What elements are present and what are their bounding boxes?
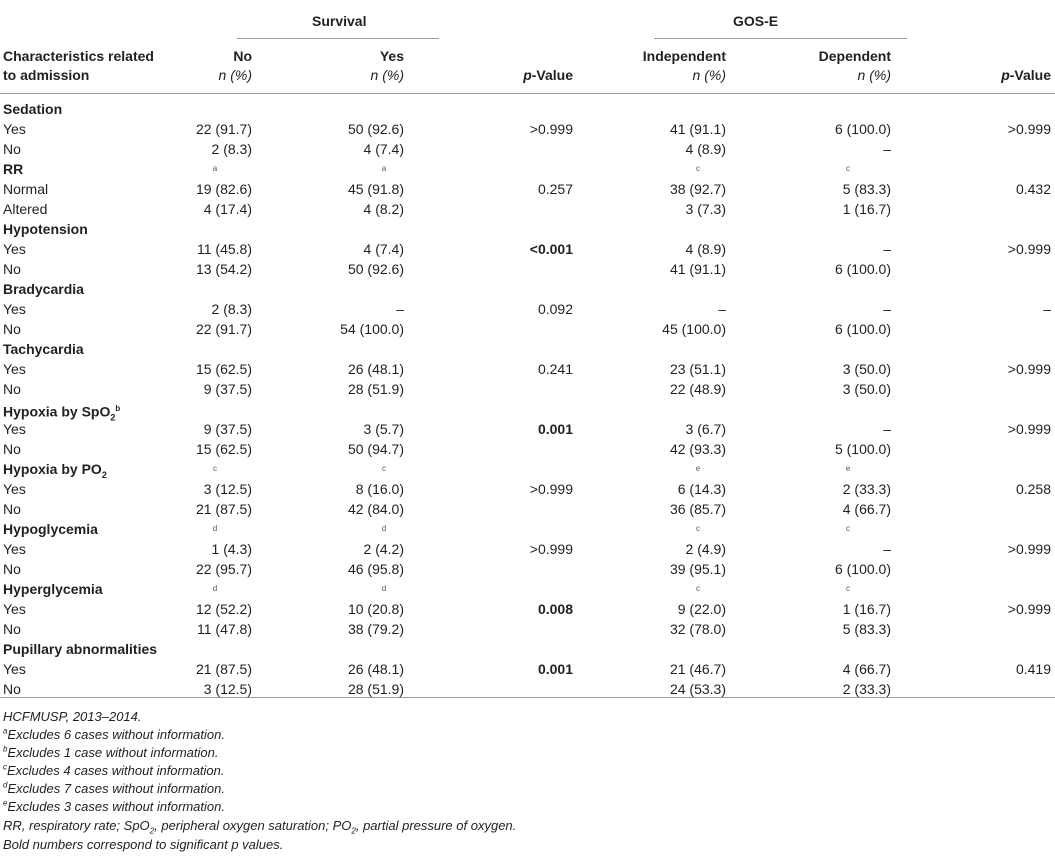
cell-no: 3 (12.5) [203,481,252,497]
cell-ind: – [718,301,726,317]
row-label: Yes [3,241,26,257]
cell-p2: >0.999 [1007,541,1051,557]
cell-yes: 2 (4.2) [363,541,404,557]
row-label: Yes [3,361,26,377]
cell-p2: >0.999 [1007,601,1051,617]
survival-group-header: Survival [312,13,367,29]
cell-dep: 6 (100.0) [834,261,891,277]
cell-yes: 28 (51.9) [347,381,404,397]
cell-dep: 2 (33.3) [842,481,891,497]
section-header: Hyperglycemia [3,581,103,597]
cell-no: 9 (37.5) [203,381,252,397]
cell-ind: 3 (7.3) [685,201,726,217]
cell-dep: 4 (66.7) [842,501,891,517]
cell-yes: 3 (5.7) [363,421,404,437]
cell-ind: 24 (53.3) [669,681,726,697]
row-label: No [3,681,21,697]
cell-ind: 4 (8.9) [685,141,726,157]
table-bottom-rule [0,697,1055,698]
cell-dep: 1 (16.7) [842,601,891,617]
cell-no: 15 (62.5) [195,441,252,457]
cell-yes: 26 (48.1) [347,361,404,377]
footnote-source: HCFMUSP, 2013–2014. [3,709,142,724]
cell-dep: 6 (100.0) [834,121,891,137]
col-no-header: No [233,48,252,64]
cell-yes: 26 (48.1) [347,661,404,677]
cell-yes: 10 (20.8) [347,601,404,617]
row-label: Yes [3,601,26,617]
cell-p1: 0.001 [537,421,573,437]
cell-ind: 22 (48.9) [669,381,726,397]
survival-group-rule [237,38,439,39]
cell-dep: – [883,541,891,557]
cell-ind: 36 (85.7) [669,501,726,517]
cell-yes: 42 (84.0) [347,501,404,517]
cell-p1: >0.999 [529,541,573,557]
row-label: Yes [3,541,26,557]
cell-p2: 0.258 [1015,481,1051,497]
cell-p1: 0.092 [537,301,573,317]
cell-dep: 4 (66.7) [842,661,891,677]
cell-p2: >0.999 [1007,421,1051,437]
cell-no: 3 (12.5) [203,681,252,697]
cell-ind: 39 (95.1) [669,561,726,577]
footnote-abbreviations: RR, respiratory rate; SpO$_2$, peripheral oxygen saturation; $PO_2$, partial pressure of oxygen. [3,818,517,836]
row-label: Yes [3,421,26,437]
cell-p2: >0.999 [1007,241,1051,257]
row-label: No [3,141,21,157]
cell-no: 22 (95.7) [195,561,252,577]
cell-p1: 0.257 [537,181,573,197]
cell-yes: 38 (79.2) [347,621,404,637]
cell-yes: 28 (51.9) [347,681,404,697]
cell-dep: – [883,421,891,437]
cell-ind: 45 (100.0) [662,321,726,337]
cell-dep: 2 (33.3) [842,681,891,697]
cell-no: 22 (91.7) [195,321,252,337]
cell-ind: 21 (46.7) [669,661,726,677]
row-label: Normal [3,181,49,197]
cell-no: 11 (47.8) [197,621,252,637]
section-header: Sedation [3,101,63,117]
cell-dep: 5 (83.3) [842,181,891,197]
header-bottom-rule [0,93,1055,94]
cell-ind: 42 (93.3) [669,441,726,457]
cell-no: 15 (62.5) [195,361,252,377]
cell-no: 2 (8.3) [211,301,252,317]
cell-ind: 41 (91.1) [669,261,726,277]
footnote-d: $^d$Excludes 7 cases without information. [3,780,225,796]
row-label: No [3,261,21,277]
cell-yes: 50 (92.6) [347,261,404,277]
cell-p2: 0.432 [1015,181,1051,197]
col-independent-header: Independent [642,48,726,64]
cell-no: 21 (87.5) [195,501,252,517]
cell-p1: >0.999 [529,121,573,137]
cell-p2: >0.999 [1007,121,1051,137]
col-pvalue2-header: p-Value [1001,67,1051,83]
cell-ind: 2 (4.9) [685,541,726,557]
gose-group-rule [654,38,907,39]
row-label: Altered [3,201,48,217]
footnote-e: $^e$Excludes 3 cases without information. [3,798,225,814]
row-label: No [3,621,21,637]
col-dependent-n-pct: n (%) [857,67,891,83]
cell-no: 1 (4.3) [211,541,252,557]
col-no-n-pct: n (%) [218,67,252,83]
cell-dep: 3 (50.0) [842,361,891,377]
footnote-c: $^c$Excludes 4 cases without information. [3,762,225,778]
col-independent-n-pct: n (%) [692,67,726,83]
cell-p1: <0.001 [529,241,573,257]
row-label: Yes [3,121,26,137]
cell-p2: >0.999 [1007,361,1051,377]
cell-yes: – [396,301,404,317]
cell-no: 19 (82.6) [195,181,252,197]
cell-ind: 9 (22.0) [677,601,726,617]
row-label-header-line1: Characteristics related [3,48,154,64]
cell-ind: 6 (14.3) [677,481,726,497]
row-label: Yes [3,661,26,677]
cell-dep: 5 (100.0) [834,441,891,457]
cell-yes: 50 (94.7) [347,441,404,457]
col-yes-n-pct: n (%) [370,67,404,83]
cell-yes: 45 (91.8) [347,181,404,197]
col-dependent-header: Dependent [818,48,891,64]
cell-ind: 38 (92.7) [669,181,726,197]
row-label: No [3,561,21,577]
cell-yes: 8 (16.0) [355,481,404,497]
footnote-bold-note: Bold numbers correspond to significant p values. [3,837,284,852]
section-header: Hypotension [3,221,88,237]
cell-p1: >0.999 [529,481,573,497]
cell-no: 12 (52.2) [195,601,252,617]
cell-dep: 3 (50.0) [842,381,891,397]
row-label: No [3,441,21,457]
cell-dep: 6 (100.0) [834,321,891,337]
cell-yes: 50 (92.6) [347,121,404,137]
cell-p1: 0.008 [537,601,573,617]
row-label: No [3,381,21,397]
cell-ind: 23 (51.1) [669,361,726,377]
cell-no: 11 (45.8) [197,241,252,257]
cell-ind: 41 (91.1) [669,121,726,137]
cell-ind: 3 (6.7) [685,421,726,437]
cell-no: 13 (54.2) [195,261,252,277]
footnote-b: $^b$Excludes 1 case without information. [3,744,219,760]
cell-ind: 32 (78.0) [669,621,726,637]
row-label: Yes [3,301,26,317]
section-header: Hypoxia by SpO$_2^b$ [3,403,121,423]
cell-yes: 4 (7.4) [363,241,404,257]
cell-yes: 46 (95.8) [347,561,404,577]
cell-yes: 54 (100.0) [340,321,404,337]
cell-dep: 1 (16.7) [842,201,891,217]
cell-no: 4 (17.4) [203,201,252,217]
cell-dep: – [883,301,891,317]
section-header: Tachycardia [3,341,84,357]
row-label: Yes [3,481,26,497]
cell-p2: 0.419 [1015,661,1051,677]
section-header: Hypoxia by $PO_2$ [3,461,107,480]
cell-ind: 4 (8.9) [685,241,726,257]
row-label: No [3,501,21,517]
cell-dep: 5 (83.3) [842,621,891,637]
gose-group-header: GOS-E [733,13,779,29]
col-pvalue1-header: p-Value [523,67,573,83]
cell-no: 21 (87.5) [195,661,252,677]
cell-yes: 4 (8.2) [363,201,404,217]
section-header: Bradycardia [3,281,84,297]
row-label-header-line2: to admission [3,67,90,83]
cell-dep: – [883,241,891,257]
footnote-a: $^a$Excludes 6 cases without information. [3,726,225,742]
section-header: Pupillary abnormalities [3,641,158,657]
cell-dep: – [883,141,891,157]
cell-no: 9 (37.5) [203,421,252,437]
cell-yes: 4 (7.4) [363,141,404,157]
cell-p2: – [1043,301,1051,317]
col-yes-header: Yes [379,48,404,64]
section-header: Hypoglycemia [3,521,98,537]
cell-p1: 0.241 [537,361,573,377]
section-header: RR [3,161,24,177]
cell-no: 2 (8.3) [211,141,252,157]
cell-no: 22 (91.7) [195,121,252,137]
cell-p1: 0.001 [537,661,573,677]
row-label: No [3,321,21,337]
cell-dep: 6 (100.0) [834,561,891,577]
